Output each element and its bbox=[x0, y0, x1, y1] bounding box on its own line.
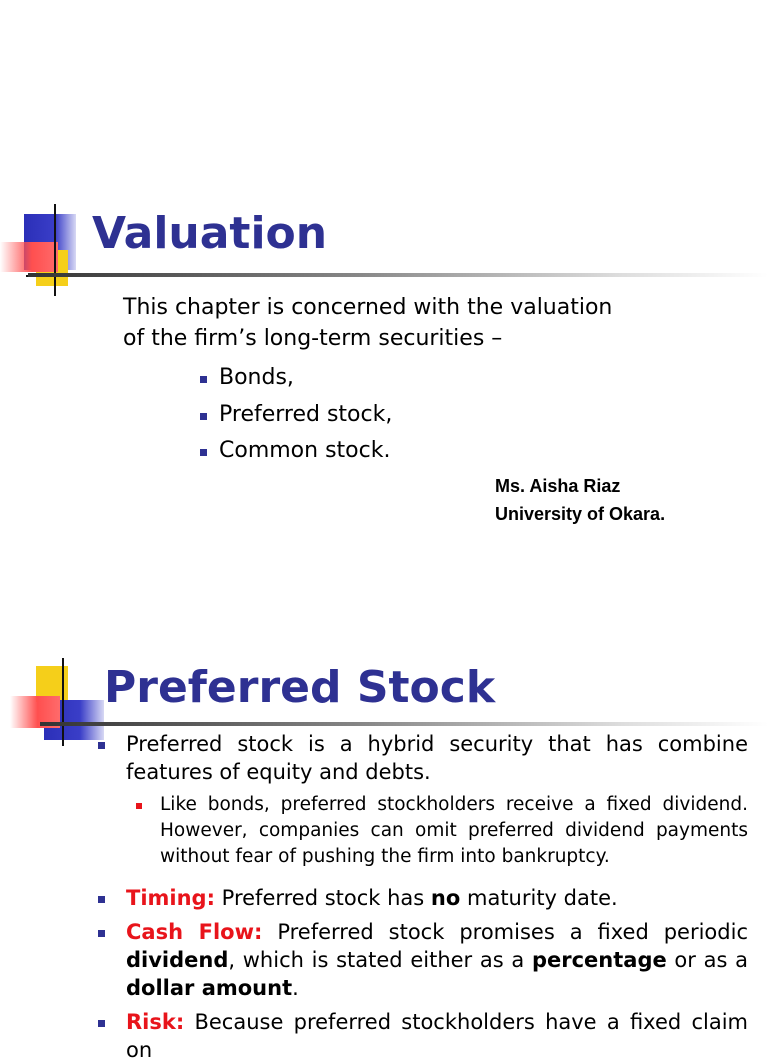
title-underline bbox=[28, 273, 768, 277]
list-item-timing: Timing: Preferred stock has no maturity date. bbox=[98, 884, 748, 912]
securities-list bbox=[200, 360, 392, 470]
slide-title: Valuation bbox=[92, 208, 328, 259]
list-item-cash-flow: Cash Flow: Preferred stock promises a fixed periodic dividend, which is stated either as a percentage or as a dollar amount. bbox=[98, 918, 748, 1002]
list-item: Like bonds, preferred stockholders receive a fixed dividend. However, companies can omit preferred dividend payments without fear of pushing the firm into bankruptcy. bbox=[126, 792, 748, 870]
slide-logo-decoration bbox=[0, 200, 90, 300]
author-organization: University of Okara. bbox=[495, 504, 666, 524]
sub-bullet-list bbox=[126, 792, 748, 870]
author-name: Ms. Aisha Riaz bbox=[495, 476, 621, 496]
bullet-icon bbox=[200, 449, 207, 456]
author-block bbox=[495, 472, 665, 528]
main-bullet-list bbox=[98, 730, 748, 870]
bullet-icon bbox=[98, 896, 105, 903]
list-item: Common stock. bbox=[200, 433, 392, 470]
bullet-icon bbox=[98, 742, 105, 749]
slide-title: Preferred Stock bbox=[104, 662, 496, 713]
list-item: Bonds, bbox=[200, 360, 392, 397]
slide-logo-decoration bbox=[10, 658, 110, 758]
intro-line: of the firm’s long-term securities – bbox=[123, 326, 503, 351]
bullet-icon bbox=[136, 803, 142, 809]
intro-line: This chapter is concerned with the valuation bbox=[123, 295, 613, 320]
list-item-risk: Risk: Because preferred stockholders have a fixed claim on bbox=[98, 1008, 748, 1064]
bullet-icon bbox=[200, 376, 207, 383]
bullet-icon bbox=[98, 930, 105, 937]
attribute-bullet-list bbox=[98, 884, 748, 1064]
list-item: Preferred stock is a hybrid security that has combine features of equity and debts. Like bonds, preferred stockholders receive a fixed dividend. However, companies can omit preferred dividend payments without fear of pushing the firm into bankruptcy. bbox=[98, 730, 748, 870]
slide-preferred-stock bbox=[0, 610, 768, 1062]
list-item: Preferred stock, bbox=[200, 397, 392, 434]
title-underline bbox=[40, 722, 768, 726]
intro-paragraph bbox=[123, 292, 683, 354]
bullet-icon bbox=[200, 413, 207, 420]
